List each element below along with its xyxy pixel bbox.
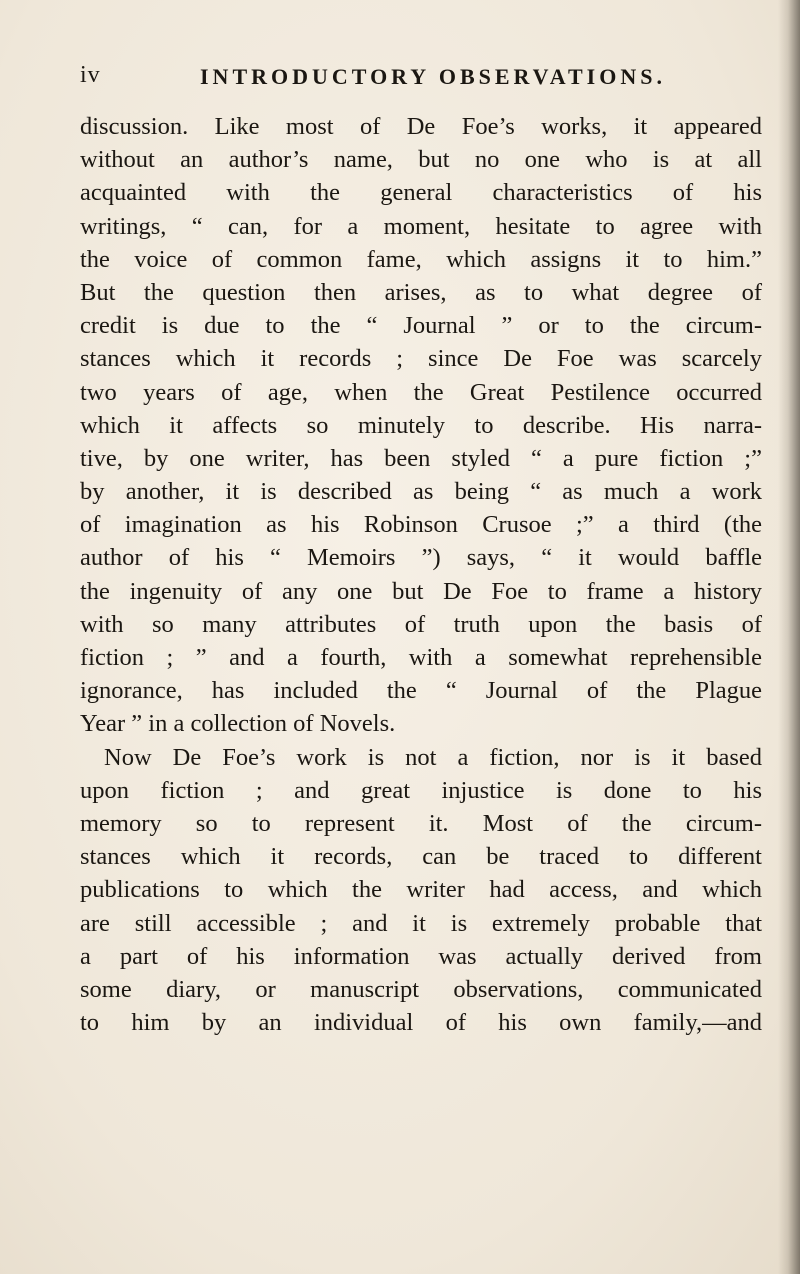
text-line: of imagination as his Robinson Crusoe ;” a third (the bbox=[80, 511, 762, 539]
running-head: INTRODUCTORY OBSERVATIONS. bbox=[200, 64, 666, 89]
text-line: stances which it records ; since De Foe was scarcely bbox=[80, 345, 762, 373]
text-line: author of his “ Memoirs ”) says, “ it would baffle bbox=[80, 544, 762, 572]
text-line: by another, it is described as being “ as much a work bbox=[80, 478, 762, 506]
text-line: to him by an individual of his own family,—and bbox=[80, 1009, 762, 1037]
text-line: two years of age, when the Great Pestilence occurred bbox=[80, 378, 762, 406]
text-line: discussion. Like most of De Foe’s works, it appeared bbox=[80, 113, 762, 140]
text-line: acquainted with the general characteristics of his bbox=[80, 179, 762, 207]
text-line: writings, “ can, for a moment, hesitate to agree with bbox=[80, 212, 762, 240]
text-line: credit is due to the “ Journal ” or to the circum- bbox=[80, 312, 762, 340]
text-line: tive, by one writer, has been styled “ a pure fiction ;” bbox=[80, 444, 762, 472]
text-line: some diary, or manuscript observations, communicated bbox=[80, 975, 762, 1003]
text-line: the voice of common fame, which assigns it to him.” bbox=[80, 245, 762, 273]
body-text bbox=[80, 110, 762, 1039]
text-line: fiction ; ” and a fourth, with a somewhat reprehensible bbox=[80, 644, 762, 671]
text-line: with so many attributes of truth upon the basis of bbox=[80, 610, 762, 638]
text-line: Year ” in a collection of Novels. bbox=[80, 710, 396, 738]
text-line: the ingenuity of any one but De Foe to frame a history bbox=[80, 577, 762, 605]
text-line: upon fiction ; and great injustice is done to his bbox=[80, 776, 762, 804]
text-line: are still accessible ; and it is extremely probable that bbox=[80, 909, 762, 937]
page-edge-shadow bbox=[778, 0, 800, 1274]
text-line: without an author’s name, but no one who is at all bbox=[80, 146, 762, 174]
text-line: Now De Foe’s work is not a fiction, nor is it based bbox=[104, 743, 762, 771]
text-line: But the question then arises, as to what degree of bbox=[80, 278, 762, 306]
text-line: a part of his information was actually derived from bbox=[80, 942, 762, 970]
text-line: publications to which the writer had access, and which bbox=[80, 876, 762, 904]
text-line: memory so to represent it. Most of the circum- bbox=[80, 809, 762, 837]
page-number: iv bbox=[80, 62, 101, 88]
text-line: ignorance, has included the “ Journal of the Plague bbox=[80, 677, 762, 705]
text-line: stances which it records, can be traced to different bbox=[80, 843, 762, 871]
text-line: which it affects so minutely to describe. His narra- bbox=[80, 411, 762, 439]
page-header bbox=[80, 58, 780, 98]
